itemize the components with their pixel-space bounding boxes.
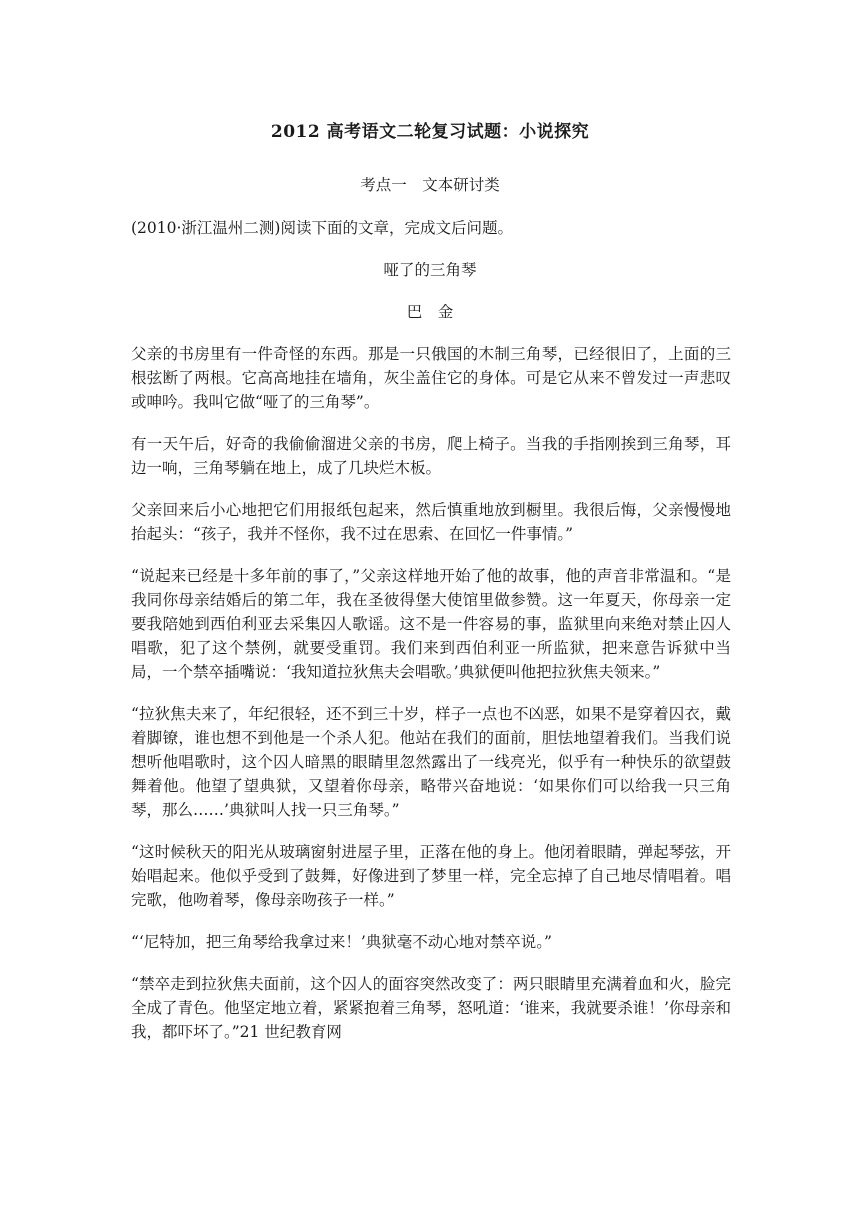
section-heading: 考点一 文本研讨类	[360, 176, 500, 194]
paragraph: “‘尼特加，把三角琴给我拿过来！’典狱毫不动心地对禁卒说。”	[131, 933, 552, 951]
page-title: 2012 高考语文二轮复习试题：小说探究	[270, 122, 590, 142]
story-body	[131, 342, 731, 1062]
paragraph: 有一天午后，好奇的我偷偷溜进父亲的书房，爬上椅子。当我的手指刚挨到三角琴，耳边一响，三角琴躺在地上，成了几块烂木板。	[131, 435, 731, 477]
paragraph: 父亲回来后小心地把它们用报纸包起来，然后慎重地放到橱里。我很后悔，父亲慢慢地抬起头：“孩子，我并不怪你，我不过在思索、在回忆一件事情。”	[131, 501, 731, 543]
paragraph: “拉狄焦夫来了，年纪很轻，还不到三十岁，样子一点也不凶恶，如果不是穿着囚衣，戴着脚镣，谁也想不到他是一个杀人犯。他站在我们的面前，胆怯地望着我们。当我们说想听他唱歌时，这个囚人暗黑的眼睛里忽然露出了一线亮光，似乎有一种快乐的欲望鼓舞着他。他望了望典狱，又望着你母亲，略带兴奋地说：‘如果你们可以给我一只三角琴，那么……’典狱叫人找一只三角琴。”	[131, 705, 731, 819]
paragraph: “说起来已经是十多年前的事了，”父亲这样地开始了他的故事，他的声音非常温和。“是我同你母亲结婚后的第二年，我在圣彼得堡大使馆里做参赞。这一年夏天，你母亲一定要我陪她到西伯利亚去采集囚人歌谣。这不是一件容易的事，监狱里向来绝对禁止囚人唱歌，犯了这个禁例，就要受重罚。我们来到西伯利亚一所监狱，把来意告诉狱中当局，一个禁卒插嘴说：‘我知道拉狄焦夫会唱歌。’典狱便叫他把拉狄焦夫领来。”	[131, 567, 731, 681]
paragraph: “这时候秋天的阳光从玻璃窗射进屋子里，正落在他的身上。他闭着眼睛，弹起琴弦，开始唱起来。他似乎受到了鼓舞，好像进到了梦里一样，完全忘掉了自己地尽情唱着。唱完歌，他吻着琴，像母亲吻孩子一样。”	[131, 843, 731, 909]
source-instruction: (2010·浙江温州二测)阅读下面的文章，完成文后问题。	[131, 219, 513, 237]
paragraph: 父亲的书房里有一件奇怪的东西。那是一只俄国的木制三角琴，已经很旧了，上面的三根弦断了两根。它高高地挂在墙角，灰尘盖住它的身体。可是它从来不曾发过一声悲叹或呻吟。我叫它做“哑了的三角琴”。	[131, 345, 731, 411]
paragraph: “禁卒走到拉狄焦夫面前，这个囚人的面容突然改变了：两只眼睛里充满着血和火，脸完全成了青色。他坚定地立着，紧紧抱着三角琴，怒吼道：‘谁来，我就要杀谁！’你母亲和我，都吓坏了。”21 世纪教育网	[131, 975, 731, 1041]
story-title: 哑了的三角琴	[383, 261, 477, 279]
story-author: 巴 金	[406, 303, 454, 321]
